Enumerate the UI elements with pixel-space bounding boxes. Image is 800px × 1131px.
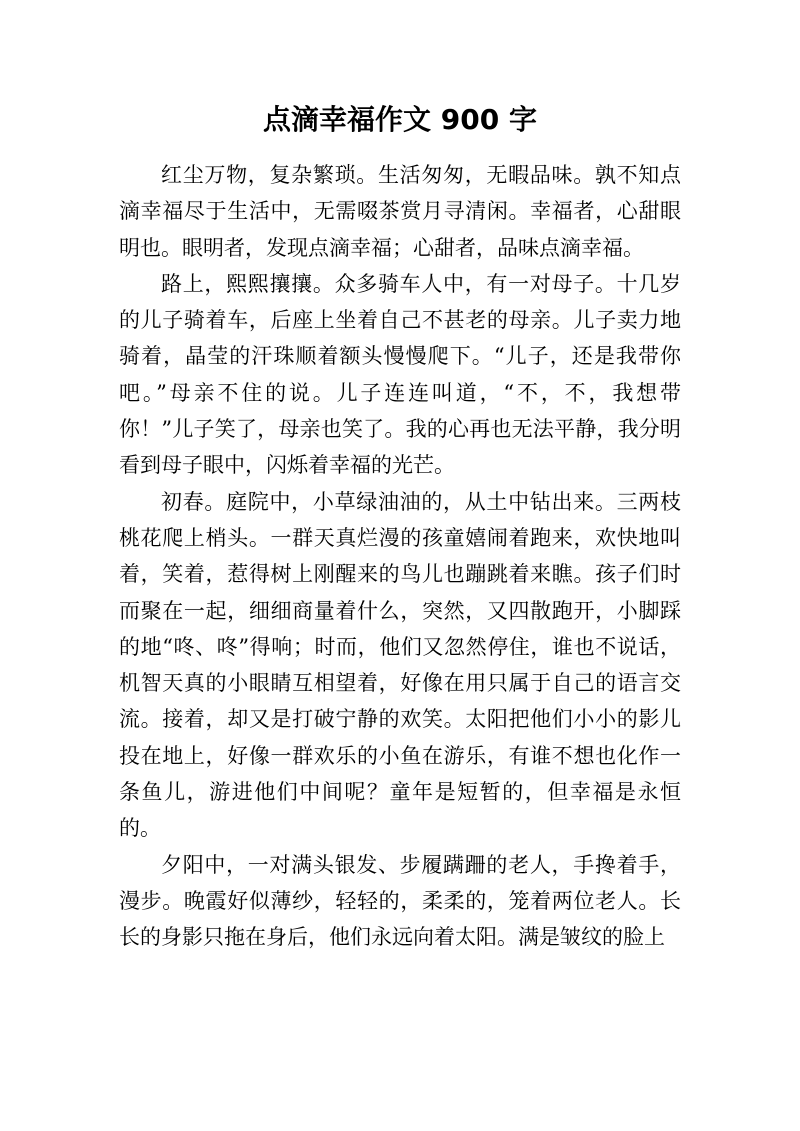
paragraph-2: 路上，熙熙攘攘。众多骑车人中，有一对母子。十几岁的儿子骑着车，后座上坐着自己不甚老的母亲。儿子卖力地骑着，晶莹的汗珠顺着额头慢慢爬下。“儿子，还是我带你吧。”母亲不住的说。儿子连连叫道，“不，不，我想带你！”儿子笑了，母亲也笑了。我的心再也无法平静，我分明看到母子眼中，闪烁着幸福的光芒。 bbox=[119, 271, 681, 478]
paragraph-1: 红尘万物，复杂繁琐。生活匆匆，无暇品味。孰不知点滴幸福尽于生活中，无需啜茶赏月寻清闲。幸福者，心甜眼明也。眼明者，发现点滴幸福；心甜者，品味点滴幸福。 bbox=[119, 163, 681, 260]
document-body bbox=[119, 157, 681, 956]
paragraph-4: 夕阳中，一对满头银发、步履蹒跚的老人，手搀着手，漫步。晚霞好似薄纱，轻轻的，柔柔的，笼着两位老人。长长的身影只拖在身后，他们永远向着太阳。满是皱纹的脸上 bbox=[119, 852, 681, 950]
paragraph-3: 初春。庭院中，小草绿油油的，从土中钻出来。三两枝桃花爬上梢头。一群天真烂漫的孩童嬉闹着跑来，欢快地叫着，笑着，惹得树上刚醒来的鸟儿也蹦跳着来瞧。孩子们时而聚在一起，细细商量着什么，突然，又四散跑开，小脚踩的地“咚、咚”得响；时而，他们又忽然停住，谁也不说话，机智天真的小眼睛互相望着，好像在用只属于自己的语言交流。接着，却又是打破宁静的欢笑。太阳把他们小小的影儿投在地上，好像一群欢乐的小鱼在游乐，有谁不想也化作一条鱼儿，游进他们中间呢？童年是短暂的，但幸福是永恒的。 bbox=[119, 489, 681, 841]
document-title: 点滴幸福作文 900 字 bbox=[263, 103, 537, 136]
